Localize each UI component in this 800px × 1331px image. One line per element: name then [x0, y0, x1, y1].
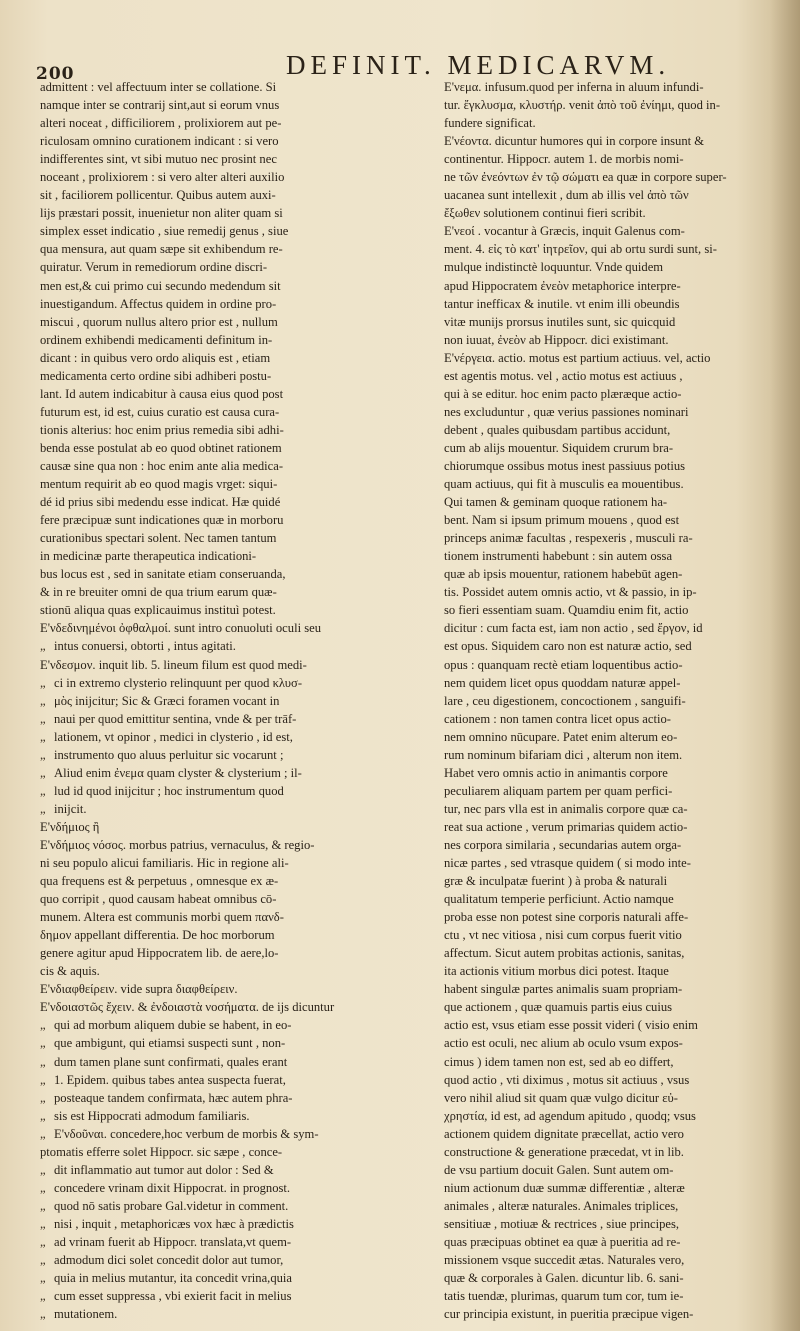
text-line: quiratur. Verum in remediorum ordine discri-	[40, 260, 268, 275]
text-line: que actionem , quæ quamuis partis eius cuius	[444, 1000, 673, 1015]
text-line: quam actiuus, qui fit à musculis ea mouentibus.	[444, 477, 684, 492]
text-line: mulque indistinctè loquuntur. Vnde quidem	[444, 260, 664, 275]
text-line: „ 1. Epidem. quibus tabes antea suspecta fuerat,	[40, 1071, 432, 1089]
text-line: Qui tamen & geminam quoque rationem ha-	[444, 495, 668, 510]
text-line: rum nominum bifariam dici , alterum non item.	[444, 747, 683, 762]
text-line: vitæ munijs prorsus inutiles sunt, sic quicquid	[444, 314, 676, 329]
text-line: dicitur : cum facta est, iam non actio , sed ἔργον, id	[444, 621, 703, 636]
text-line: in medicinæ parte therapeutica indicationi-	[40, 549, 257, 564]
text-line: „ Ε'νδοῦναι. concedere,hoc verbum de morbis & sym-	[40, 1125, 432, 1143]
text-line: Ε'νδοιαστῶς ἔχειν. & ἐνδοιαστὰ νοσήματα. de ijs dicuntur	[40, 1000, 335, 1015]
text-line: riculosam omnino curationem indicant : si vero	[40, 134, 279, 149]
text-line: men est,& cui primo cui secundo medendum sit	[40, 278, 281, 293]
text-line: ne τῶν ἐνεόντων ἐν τῷ σώματι ea quæ in corpore super-	[444, 170, 727, 185]
text-line: δημον appellant differentia. De hoc morborum	[40, 928, 275, 943]
text-line: qua frequens est & perpetuus , omnesque ex æ-	[40, 874, 279, 889]
text-line: alteri noceat , difficiliorem , prolixiorem aut pe-	[40, 116, 282, 131]
text-line: reat sua actione , verum primarias quidem actio-	[444, 819, 688, 834]
text-line: cationem : non tamen contra licet opus actio-	[444, 711, 671, 726]
text-line: tur. ἔγκλυσμα, κλυστήρ. venit ἀπὸ τοῦ ἐνίημι, quod in-	[444, 98, 721, 113]
text-line: dicant : in quibus vero ordo aliquis est , etiam	[40, 350, 271, 365]
text-line: „ ad vrinam fuerit ab Hippocr. translata,vt quem-	[40, 1233, 432, 1251]
text-line: „ cum esset suppressa , vbi exierit facit in melius	[40, 1287, 432, 1305]
text-line: tis. Possidet autem omnis actio, vt & passio, in ip-	[444, 585, 697, 600]
text-line: ptomatis efferre solet Hippocr. sic sæpe , conce-	[40, 1144, 283, 1159]
text-line: cis & aquis.	[40, 964, 100, 979]
text-line: tionem instrumenti habebunt : sin autem ossa	[444, 549, 673, 564]
text-line: non iuuat, ἐνεὸν ab Hippocr. dici existimant.	[444, 332, 669, 347]
text-line: genere agitur apud Hippocratem lib. de aere,lo-	[40, 946, 279, 961]
text-line: Ε'νδήμιος νόσος. morbus patrius, vernaculus, & regio-	[40, 837, 315, 852]
text-line: simplex esset indicatio , siue remedij genus , siue	[40, 224, 289, 239]
text-line: Ε'νέοντα. dicuntur humores qui in corpore insunt &	[444, 134, 705, 149]
text-line: Habet vero omnis actio in animantis corpore	[444, 765, 668, 780]
text-line: indifferentes sint, vt sibi mutuo nec prosint nec	[40, 152, 277, 167]
text-line: Ε'νδιαφθείρειν. vide supra διαφθείρειν.	[40, 982, 238, 997]
text-line: „ posteaque tandem confirmata, hæc autem phra-	[40, 1089, 432, 1107]
text-line: „ sis est Hippocrati admodum familiaris.	[40, 1107, 432, 1125]
text-line: nium actionum duæ summæ differentiæ , alteræ	[444, 1180, 685, 1195]
text-line: chiorumque ossibus motus inest passiuus potius	[444, 458, 686, 473]
text-line: tionis alterius: hoc enim prius remedia sibi adhi-	[40, 422, 284, 437]
text-line: „ lud id quod inijcitur ; hoc instrumentum quod	[40, 782, 432, 800]
text-line: bus locus est , sed in sanitate etiam conseruanda,	[40, 567, 286, 582]
text-line: „ admodum dici solet concedit dolor aut tumor,	[40, 1251, 432, 1269]
text-line: ni seu populo alicui familiaris. Hic in regione ali-	[40, 856, 289, 871]
text-line: ctu , vt nec vitiosa , nisi cum corpus fuerit vitio	[444, 928, 682, 943]
page-number: 200	[36, 64, 75, 84]
text-line: continentur. Hippocr. autem 1. de morbis nomi-	[444, 152, 684, 167]
text-line: lare , ceu digestionem, concoctionem , sanguifi-	[444, 693, 686, 708]
text-line: fere præcipuæ sunt indicationes quæ in morboru	[40, 513, 284, 528]
text-line: benda esse postulat ab eo quod obtinet rationem	[40, 440, 282, 455]
text-line: „ intus conuersi, obtorti , intus agitati.	[40, 637, 432, 655]
text-line: munem. Altera est communis morbi quem πανδ-	[40, 910, 284, 925]
text-line: causæ sine qua non : hoc enim ante alia medica-	[40, 458, 284, 473]
text-line: „ quod nō satis probare Gal.videtur in comment.	[40, 1197, 432, 1215]
text-line: missionem vsque succedit ætas. Naturales vero,	[444, 1253, 685, 1268]
text-line: Ε'νδεδινημένοι ὀφθαλμοί. sunt intro conuoluti oculi seu	[40, 621, 321, 636]
text-line: „ mutationem.	[40, 1305, 432, 1323]
text-line: „ naui per quod emittitur sentina, vnde & per trāf-	[40, 710, 432, 728]
text-line: inuestigandum. Affectus quidem in ordine pro-	[40, 296, 277, 311]
text-line: Ε'νδεσμον. inquit lib. 5. lineum filum est quod medi-	[40, 657, 307, 672]
text-line: græ & inculpatæ fuerint ) à proba & naturali	[444, 874, 668, 889]
text-line: „ nisi , inquit , metaphoricæs vox hæc à prædictis	[40, 1215, 432, 1233]
text-line: mentum requirit ab eo quod magis vrget: siqui-	[40, 477, 278, 492]
text-line: est agentis motus. vel , actio motus est actiuus ,	[444, 368, 683, 383]
text-line: actio est, vsus etiam esse possit videri ( visio enim	[444, 1018, 698, 1033]
text-line: quas præcipuas obtinet ea quæ à pueritia ad re-	[444, 1235, 681, 1249]
text-line: habent singulæ partes animalis suam propriam-	[444, 982, 683, 997]
text-line: curationibus spectari solent. Nec tamen tantum	[40, 531, 277, 546]
text-line: χρηστία, id est, ad agendum apitudo , quodq; vsus	[444, 1108, 696, 1123]
gutter-shadow	[770, 0, 800, 1331]
text-line: tantur inefficax & inutile. vt enim illi obeundis	[444, 296, 680, 311]
text-line: sit , faciliorem pollicentur. Quibus autem auxi-	[40, 188, 276, 203]
text-line: nes excluduntur , quæ verius passiones nominari	[444, 404, 689, 419]
text-line: ἔξωθεν solutionem continui fieri scribit.	[444, 206, 646, 221]
text-line: „ que ambigunt, qui etiamsi suspecti sunt , non-	[40, 1034, 432, 1052]
text-line: stionū aliqua quas explicauimus instituì potest.	[40, 603, 276, 618]
text-line: opus : quanquam rectè etiam loquentibus actio-	[444, 657, 683, 672]
text-line: actionem quidem dignitate præcellat, actio vero	[444, 1126, 684, 1141]
text-line: actio est oculi, nec alium ab oculo vsum expos-	[444, 1036, 683, 1051]
text-line: peculiarem aliquam partem per quam perfici-	[444, 783, 673, 798]
text-line: „ Aliud enim ἐνεμα quam clyster & clysterium ; il-	[40, 764, 432, 782]
text-line: lant. Id autem indicabitur à causa eius quod post	[40, 386, 284, 401]
text-line: Ε'νεμα. infusum.quod per inferna in aluum infundi-	[444, 80, 704, 94]
text-line: nem quidem licet opus quoddam naturæ appel-	[444, 675, 681, 690]
text-line: tur, nec pars vlla est in animalis corpore quæ ca-	[444, 801, 688, 816]
text-line: uacanea sunt intellexit , dum ab illis vel ἀπὸ τῶν	[444, 188, 689, 203]
text-line: „ dit inflammatio aut tumor aut dolor : Sed &	[40, 1161, 432, 1179]
text-line: cimus ) idem tamen non est, sed ab eo differt,	[444, 1054, 674, 1069]
text-line: „ quia in melius mutantur, ita concedit vrina,quia	[40, 1269, 432, 1287]
text-line: nem omnino nūcupare. Patet enim alterum eo-	[444, 729, 678, 744]
text-line: quæ ab ipsis mouentur, rationem habebūt agen-	[444, 567, 683, 582]
text-line: fundere significat.	[444, 116, 536, 131]
text-line: Ε'νεοί . vocantur à Græcis, inquit Galenus com-	[444, 224, 685, 239]
text-line: so fieri essentiam suam. Quamdiu enim fit, actio	[444, 603, 689, 618]
text-line: „ concedere vrinam dixit Hippocrat. in prognost.	[40, 1179, 432, 1197]
text-line: de vsu partium docuit Galen. Sunt autem om-	[444, 1162, 674, 1177]
text-line: ment. 4. εἰς τὸ κατ' ἰητρεῖον, qui ab ortu surdi sunt, si-	[444, 242, 717, 257]
text-line: bent. Nam si ipsum primum mouens , quod est	[444, 513, 680, 528]
text-line: Ε'νδήμιος ἢ	[40, 819, 100, 834]
text-line: cur principia existunt, in pueritia præcipue vigen-	[444, 1307, 694, 1322]
text-line: noceant , prolixiorem : si vero alter alteri auxilio	[40, 170, 285, 185]
text-line: quod actio , vti diximus , motus sit actiuus , vsus	[444, 1072, 690, 1087]
text-line: constructione & generatione præcedat, vt in lib.	[444, 1144, 684, 1159]
text-line: animales , alteræ naturales. Animales triplices,	[444, 1198, 679, 1213]
text-line: & in re breuiter omni de qua trium earum quæ-	[40, 585, 277, 600]
text-line: sensitiuæ , motiuæ & rectrices , siue principes,	[444, 1216, 680, 1231]
text-line: „ inijcit.	[40, 800, 432, 818]
text-line: qua mensura, aut quam sæpe sit exhibendum re-	[40, 242, 283, 257]
text-line: medicamenta certo ordine sibi adhiberi postu-	[40, 368, 272, 383]
text-line: futurum est, id est, cuius curatio est causa cura-	[40, 404, 280, 419]
text-line: debent , quales quibusdam partibus accidunt,	[444, 422, 671, 437]
text-line: qui à se editur. hoc enim pacto plæræque actio-	[444, 386, 682, 401]
text-line: admittent : vel affectuum inter se collatione. Si	[40, 80, 277, 94]
text-line: quæ & corporales à Galen. dicuntur lib. 6. sani-	[444, 1271, 684, 1286]
text-line: cum ab alijs mouentur. Siquidem crurum bra-	[444, 440, 674, 455]
text-line: vero nihil aliud sit quam quæ vulgo dicitur εὐ-	[444, 1090, 678, 1105]
right-column	[444, 78, 762, 1323]
text-line: „ lationem, vt opinor , medici in clysterio , id est,	[40, 728, 432, 746]
text-line: dé id prius sibi medendu esse indicat. Hæ quidé	[40, 495, 281, 510]
text-line: lijs præstari possit, inuenietur non aliter quam si	[40, 206, 283, 221]
text-line: „ instrumento quo aluus perluitur sic vocarunt ;	[40, 746, 432, 764]
text-line: ordinem exhibendi medicamenti definitum in-	[40, 332, 273, 347]
left-column	[40, 78, 432, 1323]
text-line: quo corripit , quod causam habeat omnibus cō-	[40, 892, 277, 907]
text-line: proba esse non potest sine corporis naturali affe-	[444, 910, 689, 925]
text-line: „ μὸς inijcitur; Sic & Græci foramen vocant in	[40, 692, 432, 710]
text-line: namque inter se contrarij sint,aut si eorum vnus	[40, 98, 280, 113]
text-line: tatis tuendæ, plurimas, quarum tum cor, tum ie-	[444, 1289, 684, 1304]
text-line: „ dum tamen plane sunt confirmati, quales erant	[40, 1053, 432, 1071]
text-line: est opus. Siquidem caro non est naturæ actio, sed	[444, 639, 692, 654]
text-line: nicæ partes , sed vtrasque quidem ( si modo inte-	[444, 856, 691, 871]
running-head: DEFINIT. MEDICARVM.	[286, 50, 671, 80]
text-line: qualitatum temperie perficiunt. Actio namque	[444, 892, 674, 907]
text-line: „ ci in extremo clysterio relinquunt per quod κλυσ-	[40, 674, 432, 692]
text-line: apud Hippocratem ἐνεὸν metaphorice interpre-	[444, 278, 681, 293]
text-line: miscui , quorum nullus altero prior est , nullum	[40, 314, 278, 329]
text-line: affectum. Sicut autem probitas actionis, sanitas,	[444, 946, 685, 961]
text-line: ita actionis vitium morbus dici potest. Itaque	[444, 964, 669, 979]
text-line: „ qui ad morbum aliquem dubie se habent, in eo-	[40, 1016, 432, 1034]
text-line: princeps animæ facultas , respexeris , musculi ra-	[444, 531, 693, 546]
text-line: nes corpora similaria , secundarias autem orga-	[444, 837, 682, 852]
text-line: Ε'νέργεια. actio. motus est partium actiuus. vel, actio	[444, 350, 711, 365]
